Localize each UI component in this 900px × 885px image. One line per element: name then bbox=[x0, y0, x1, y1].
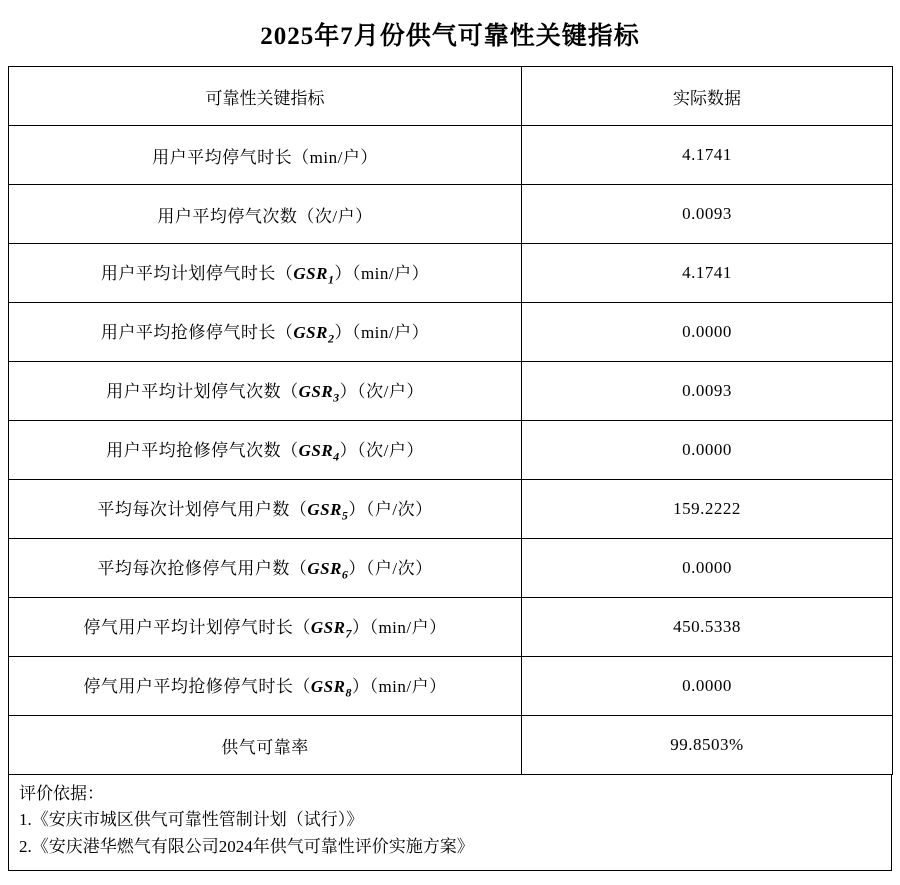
reliability-metrics-table bbox=[8, 66, 893, 775]
metric-label-cell: 用户平均停气次数（次/户） bbox=[9, 185, 522, 244]
column-header-value: 实际数据 bbox=[522, 67, 893, 126]
table-row bbox=[9, 598, 893, 657]
table-row bbox=[9, 539, 893, 598]
metric-label-cell: 平均每次计划停气用户数$(GSR_5)$（户/次） bbox=[9, 480, 522, 539]
table-row bbox=[9, 185, 893, 244]
page-title: 2025年7月份供气可靠性关键指标 bbox=[260, 23, 640, 50]
table-row bbox=[9, 421, 893, 480]
metric-label-cell: 用户平均抢修停气时长$(GSR_2)(\min/$户） bbox=[9, 303, 522, 362]
column-header-metric: 可靠性关键指标 bbox=[9, 67, 522, 126]
table-row bbox=[9, 480, 893, 539]
metric-value-cell: 4.1741 bbox=[522, 244, 893, 303]
metric-label-cell: 供气可靠率 bbox=[9, 716, 522, 775]
metric-label-cell: 平均每次抢修停气用户数$(GSR_6)$（户/次） bbox=[9, 539, 522, 598]
metric-value-cell: 450.5338 bbox=[522, 598, 893, 657]
evaluation-basis-notes bbox=[8, 775, 892, 871]
metric-label-cell: 用户平均计划停气时长$(GSR_1)(\min/$户） bbox=[9, 244, 522, 303]
metric-value-cell: 4.1741 bbox=[522, 126, 893, 185]
table-row bbox=[9, 362, 893, 421]
metric-label-cell: 停气用户平均抢修停气时长$(GSR_8)(\min/$户） bbox=[9, 657, 522, 716]
metric-label-cell: 用户平均停气时长（min/户） bbox=[9, 126, 522, 185]
notes-item: 2.《安庆港华燃气有限公司2024年供气可靠性评价实施方案》 bbox=[19, 836, 474, 856]
notes-item: 1.《安庆市城区供气可靠性管制计划（试行）》 bbox=[19, 810, 364, 830]
table-row bbox=[9, 126, 893, 185]
table-header-row bbox=[9, 67, 893, 126]
metric-label-cell: 停气用户平均计划停气时长$(GSR_7)(\min/$户） bbox=[9, 598, 522, 657]
metric-label-cell: 用户平均抢修停气次数$(GSR_4)$（次/户） bbox=[9, 421, 522, 480]
table-row bbox=[9, 657, 893, 716]
table-row bbox=[9, 716, 893, 775]
metric-value-cell: 0.0093 bbox=[522, 185, 893, 244]
metric-value-cell: 99.8503% bbox=[522, 716, 893, 775]
metric-value-cell: 159.2222 bbox=[522, 480, 893, 539]
metric-value-cell: 0.0000 bbox=[522, 539, 893, 598]
table-row bbox=[9, 303, 893, 362]
metric-value-cell: 0.0000 bbox=[522, 421, 893, 480]
table-row bbox=[9, 244, 893, 303]
metric-value-cell: 0.0000 bbox=[522, 303, 893, 362]
notes-heading: 评价依据： bbox=[19, 784, 104, 803]
metric-value-cell: 0.0093 bbox=[522, 362, 893, 421]
metric-label-cell: 用户平均计划停气次数$(GSR_3)$（次/户） bbox=[9, 362, 522, 421]
metric-value-cell: 0.0000 bbox=[522, 657, 893, 716]
